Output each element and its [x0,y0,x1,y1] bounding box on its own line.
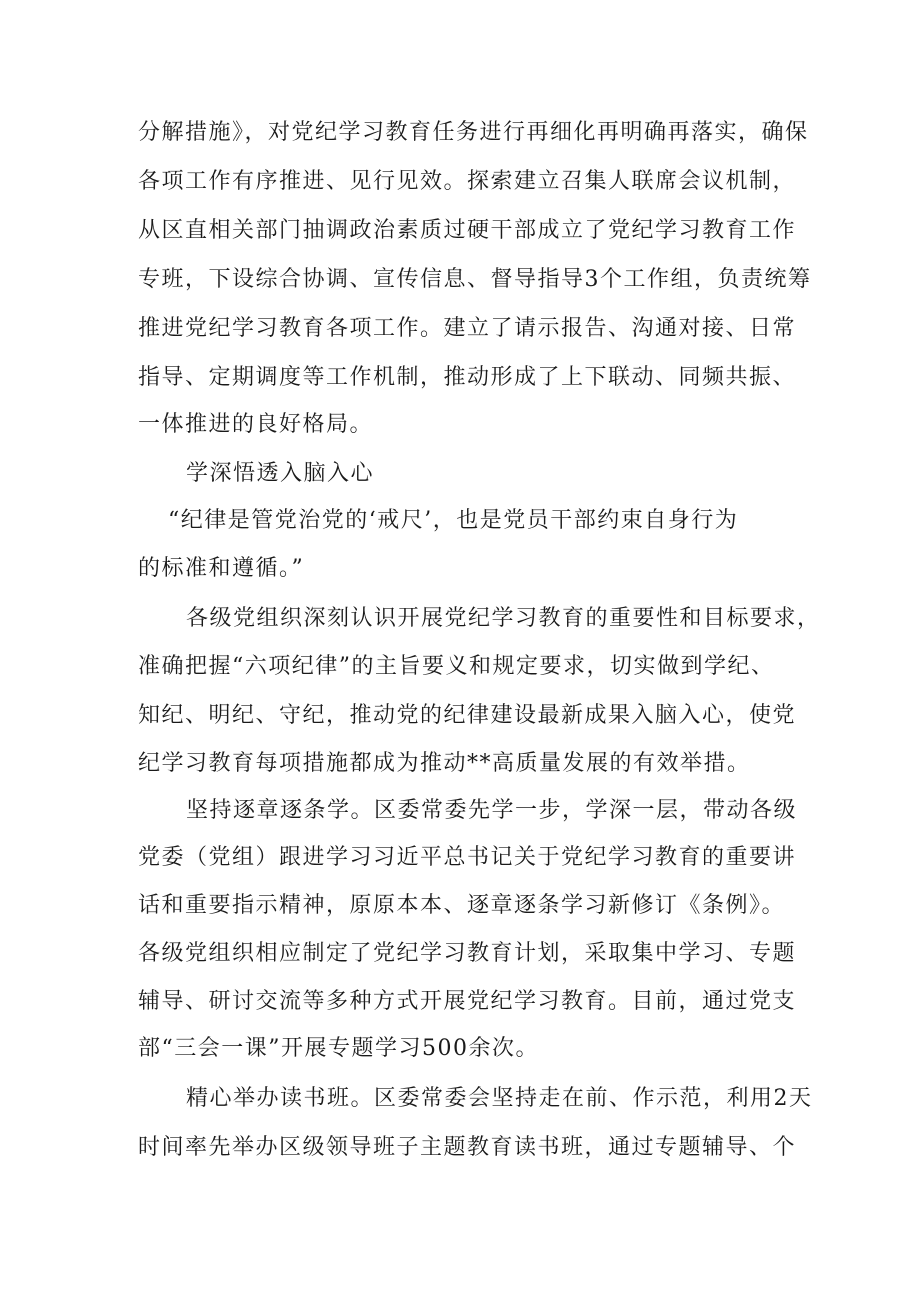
text-line: 一体推进的良好格局。 [138,412,374,437]
text-line: 专班，下设综合协调、宣传信息、督导指导3个工作组，负责统筹 [138,267,812,292]
text-line: 指导、定期调度等工作机制，推动形成了上下联动、同频共振、 [138,365,797,390]
text-line: 从区直相关部门抽调政治素质过硬干部成立了党纪学习教育工作 [138,218,797,243]
text-line: 各级党组织深刻认识开展党纪学习教育的重要性和目标要求， [186,606,821,631]
text-line: 分解措施》，对党纪学习教育任务进行再细化再明确再落实，确保 [138,120,809,145]
text-line: 辅导、研讨交流等多种方式开展党纪学习教育。目前，通过党支 [138,989,797,1014]
text-line: 时间率先举办区级领导班子主题教育读书班，通过专题辅导、个 [138,1135,797,1160]
text-line: 准确把握“六项纪律”的主旨要义和规定要求，切实做到学纪、 [138,654,775,679]
text-line: 各项工作有序推进、见行见效。探索建立召集人联席会议机制， [138,169,797,194]
quote-line: “纪律是管党治党的‘戒尺’，也是党员干部约束自身行为 [168,508,739,533]
text-line: 话和重要指示精神，原原本本、逐章逐条学习新修订《条例》。 [138,893,786,918]
text-line: 精心举办读书班。区委常委会坚持走在前、作示范，利用2天 [186,1086,813,1111]
text-line: 知纪、明纪、守纪，推动党的纪律建设最新成果入脑入心，使党 [138,703,797,728]
text-line: 纪学习教育每项措施都成为推动**高质量发展的有效举措。 [138,751,751,776]
text-line: 推进党纪学习教育各项工作。建立了请示报告、沟通对接、日常 [138,316,797,341]
text-line: 各级党组织相应制定了党纪学习教育计划，采取集中学习、专题 [138,941,797,966]
section-heading: 学深悟透入脑入心 [186,461,375,486]
quote-line: 的标准和遵循。” [138,556,305,581]
text-line: 党委（党组）跟进学习习近平总书记关于党纪学习教育的重要讲 [138,845,797,870]
text-line: 部“三会一课”开展专题学习500余次。 [138,1036,539,1061]
text-line: 坚持逐章逐条学。区委常委先学一步，学深一层，带动各级 [186,798,798,823]
